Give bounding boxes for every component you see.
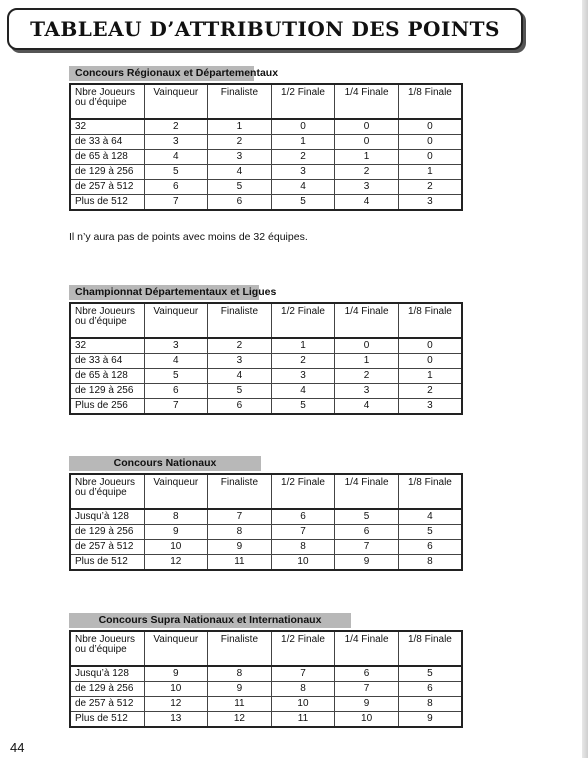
range-cell: de 257 à 512 xyxy=(70,180,144,195)
points-cell: 4 xyxy=(208,369,272,384)
points-cell: 3 xyxy=(271,165,335,180)
range-cell: Plus de 512 xyxy=(75,556,128,567)
points-cell: 9 xyxy=(398,712,462,728)
points-cell: 4 xyxy=(208,165,272,180)
points-cell: 8 xyxy=(208,525,272,540)
points-cell: 4 xyxy=(271,384,335,399)
header-cell: 1/8 Finale xyxy=(398,631,462,666)
points-cell: 5 xyxy=(271,195,335,211)
points-cell: 6 xyxy=(144,384,208,399)
section-caption-wrap-4 xyxy=(69,613,351,628)
points-cell: 2 xyxy=(208,338,272,354)
section-caption: Concours Nationaux xyxy=(69,456,261,471)
section-caption: Concours Régionaux et Départementaux xyxy=(69,66,254,81)
header-cell: 1/8 Finale xyxy=(398,84,462,119)
header-cell: Finaliste xyxy=(208,84,272,119)
range-cell: 32 xyxy=(70,119,144,135)
points-cell: 2 xyxy=(398,384,462,399)
page-binding-edge xyxy=(582,0,588,758)
points-cell: 3 xyxy=(335,180,399,195)
note-text: Il n’y aura pas de points avec moins de 32 équipes. xyxy=(69,231,308,243)
table-row xyxy=(70,180,462,195)
range-cell: Plus de 512 xyxy=(75,196,128,207)
header-cell: 1/4 Finale xyxy=(335,474,399,509)
header-cell: 1/4 Finale xyxy=(335,303,399,338)
points-cell: 2 xyxy=(144,119,208,135)
points-cell: 7 xyxy=(144,399,208,415)
table-row xyxy=(70,369,462,384)
points-cell: 6 xyxy=(271,509,335,525)
points-cell: 5 xyxy=(144,165,208,180)
points-cell: 0 xyxy=(398,354,462,369)
points-cell: 7 xyxy=(208,509,272,525)
points-cell: 11 xyxy=(271,712,335,728)
points-cell: 0 xyxy=(398,150,462,165)
header-cell: Nbre Joueurs ou d’équipe xyxy=(70,631,144,666)
points-table-nationaux xyxy=(69,473,461,571)
header-cell: Vainqueur xyxy=(144,84,208,119)
points-cell: 1 xyxy=(271,338,335,354)
points-cell: 9 xyxy=(208,540,272,555)
table-row xyxy=(70,399,462,415)
points-cell: 12 xyxy=(208,712,272,728)
points-table-championnat xyxy=(69,302,461,415)
table-body xyxy=(70,338,462,414)
points-cell: 2 xyxy=(335,369,399,384)
header-row xyxy=(70,631,462,666)
table-row xyxy=(70,525,462,540)
points-cell: 9 xyxy=(144,666,208,682)
header-cell: 1/8 Finale xyxy=(398,303,462,338)
points-cell: 6 xyxy=(398,540,462,555)
points-cell: 5 xyxy=(208,180,272,195)
points-cell: 0 xyxy=(398,119,462,135)
page-number: 44 xyxy=(10,740,25,755)
points-cell: 11 xyxy=(208,697,272,712)
points-cell: 5 xyxy=(144,369,208,384)
range-cell: Plus de 256 xyxy=(75,400,128,411)
table-row xyxy=(70,540,462,555)
table-row xyxy=(70,338,462,354)
header-cell: Nbre Joueurs ou d’équipe xyxy=(70,303,144,338)
header-cell: 1/2 Finale xyxy=(271,303,335,338)
points-cell: 13 xyxy=(144,712,208,728)
header-cell: Vainqueur xyxy=(144,303,208,338)
points-cell: 0 xyxy=(335,119,399,135)
table-row xyxy=(70,150,462,165)
points-cell: 3 xyxy=(144,135,208,150)
points-cell: 8 xyxy=(144,509,208,525)
points-cell: 5 xyxy=(271,399,335,415)
points-cell: 6 xyxy=(208,399,272,415)
points-cell: 7 xyxy=(144,195,208,211)
table-body xyxy=(70,666,462,727)
header-cell: 1/4 Finale xyxy=(335,84,399,119)
header-cell: 1/8 Finale xyxy=(398,474,462,509)
points-cell: 2 xyxy=(271,354,335,369)
range-cell: de 129 à 256 xyxy=(70,682,144,697)
points-table-regionaux xyxy=(69,83,461,211)
points-cell: 0 xyxy=(271,119,335,135)
points-cell: 8 xyxy=(271,540,335,555)
header-row xyxy=(70,474,462,509)
table-row xyxy=(70,354,462,369)
header-cell: Nbre Joueurs ou d’équipe xyxy=(70,474,144,509)
table-row xyxy=(70,135,462,150)
points-cell: 3 xyxy=(208,354,272,369)
table-row xyxy=(70,697,462,712)
points-cell: 4 xyxy=(335,195,399,211)
points-cell: 7 xyxy=(271,525,335,540)
points-cell: 4 xyxy=(144,354,208,369)
points-table xyxy=(69,83,463,211)
points-cell: 1 xyxy=(398,165,462,180)
range-cell: de 33 à 64 xyxy=(70,135,144,150)
points-cell: 3 xyxy=(335,384,399,399)
points-cell: 5 xyxy=(398,666,462,682)
table-row xyxy=(70,165,462,180)
points-cell: 10 xyxy=(144,540,208,555)
table-row xyxy=(70,119,462,135)
header-cell: Vainqueur xyxy=(144,474,208,509)
points-cell: 4 xyxy=(144,150,208,165)
section-caption: Championnat Départementaux et Ligues xyxy=(69,285,259,300)
table-row xyxy=(70,682,462,697)
points-cell: 1 xyxy=(271,135,335,150)
points-cell: 7 xyxy=(271,666,335,682)
table-row xyxy=(70,509,462,525)
points-cell: 1 xyxy=(398,369,462,384)
range-cell: de 257 à 512 xyxy=(70,540,144,555)
section-caption-wrap-2 xyxy=(69,285,277,300)
points-cell: 7 xyxy=(335,540,399,555)
header-row xyxy=(70,84,462,119)
range-cell: de 129 à 256 xyxy=(70,525,144,540)
points-cell: 4 xyxy=(271,180,335,195)
points-cell: 10 xyxy=(335,712,399,728)
points-cell: 0 xyxy=(335,338,399,354)
points-cell: 1 xyxy=(208,119,272,135)
points-table-supra xyxy=(69,630,461,728)
table-row xyxy=(70,384,462,399)
header-cell: Vainqueur xyxy=(144,631,208,666)
header-cell: 1/2 Finale xyxy=(271,631,335,666)
points-cell: 10 xyxy=(271,697,335,712)
header-row xyxy=(70,303,462,338)
range-cell: Jusqu’à 128 xyxy=(70,666,144,682)
points-cell: 12 xyxy=(144,555,208,571)
range-cell: Jusqu’à 128 xyxy=(70,509,144,525)
range-cell: de 33 à 64 xyxy=(70,354,144,369)
table-body xyxy=(70,119,462,210)
points-cell: 10 xyxy=(271,555,335,571)
points-cell: 4 xyxy=(398,509,462,525)
points-cell: 8 xyxy=(398,697,462,712)
range-cell: de 257 à 512 xyxy=(70,697,144,712)
points-cell: 0 xyxy=(398,135,462,150)
points-cell: 6 xyxy=(335,525,399,540)
header-cell: Nbre Joueurs ou d’équipe xyxy=(70,84,144,119)
points-cell: 5 xyxy=(208,384,272,399)
page-title: TABLEAU D’ATTRIBUTION DES POINTS xyxy=(30,17,500,41)
range-cell: de 129 à 256 xyxy=(70,384,144,399)
points-cell: 12 xyxy=(144,697,208,712)
table-row xyxy=(70,712,462,728)
points-cell: 5 xyxy=(398,525,462,540)
points-table xyxy=(69,630,463,728)
points-cell: 1 xyxy=(335,150,399,165)
points-cell: 6 xyxy=(144,180,208,195)
points-cell: 11 xyxy=(208,555,272,571)
points-cell: 9 xyxy=(208,682,272,697)
header-cell: Finaliste xyxy=(208,303,272,338)
range-cell: Plus de 512 xyxy=(75,713,128,724)
table-row xyxy=(70,666,462,682)
title-box xyxy=(7,8,523,50)
points-cell: 9 xyxy=(335,697,399,712)
points-cell: 4 xyxy=(335,399,399,415)
table-row xyxy=(70,555,462,571)
points-cell: 3 xyxy=(398,399,462,415)
section-caption-wrap-1 xyxy=(69,66,279,81)
range-cell: 32 xyxy=(70,338,144,354)
points-cell: 7 xyxy=(335,682,399,697)
range-cell: de 65 à 128 xyxy=(70,369,144,384)
range-cell: de 129 à 256 xyxy=(70,165,144,180)
points-cell: 3 xyxy=(398,195,462,211)
points-cell: 2 xyxy=(271,150,335,165)
points-cell: 0 xyxy=(398,338,462,354)
points-cell: 1 xyxy=(335,354,399,369)
points-cell: 2 xyxy=(208,135,272,150)
points-table xyxy=(69,302,463,415)
points-cell: 3 xyxy=(208,150,272,165)
points-cell: 9 xyxy=(335,555,399,571)
section-caption-wrap-3 xyxy=(69,456,261,471)
range-cell: de 65 à 128 xyxy=(70,150,144,165)
header-cell: 1/4 Finale xyxy=(335,631,399,666)
header-cell: 1/2 Finale xyxy=(271,84,335,119)
header-cell: 1/2 Finale xyxy=(271,474,335,509)
header-cell: Finaliste xyxy=(208,631,272,666)
table-body xyxy=(70,509,462,570)
points-cell: 8 xyxy=(398,555,462,571)
points-cell: 6 xyxy=(335,666,399,682)
section-caption: Concours Supra Nationaux et Internationaux xyxy=(69,613,351,628)
points-cell: 0 xyxy=(335,135,399,150)
points-cell: 5 xyxy=(335,509,399,525)
points-table xyxy=(69,473,463,571)
points-cell: 8 xyxy=(271,682,335,697)
table-row xyxy=(70,195,462,211)
points-cell: 10 xyxy=(144,682,208,697)
points-cell: 3 xyxy=(144,338,208,354)
points-cell: 6 xyxy=(208,195,272,211)
points-cell: 8 xyxy=(208,666,272,682)
points-cell: 6 xyxy=(398,682,462,697)
header-cell: Finaliste xyxy=(208,474,272,509)
points-cell: 3 xyxy=(271,369,335,384)
points-cell: 2 xyxy=(335,165,399,180)
points-cell: 2 xyxy=(398,180,462,195)
points-cell: 9 xyxy=(144,525,208,540)
